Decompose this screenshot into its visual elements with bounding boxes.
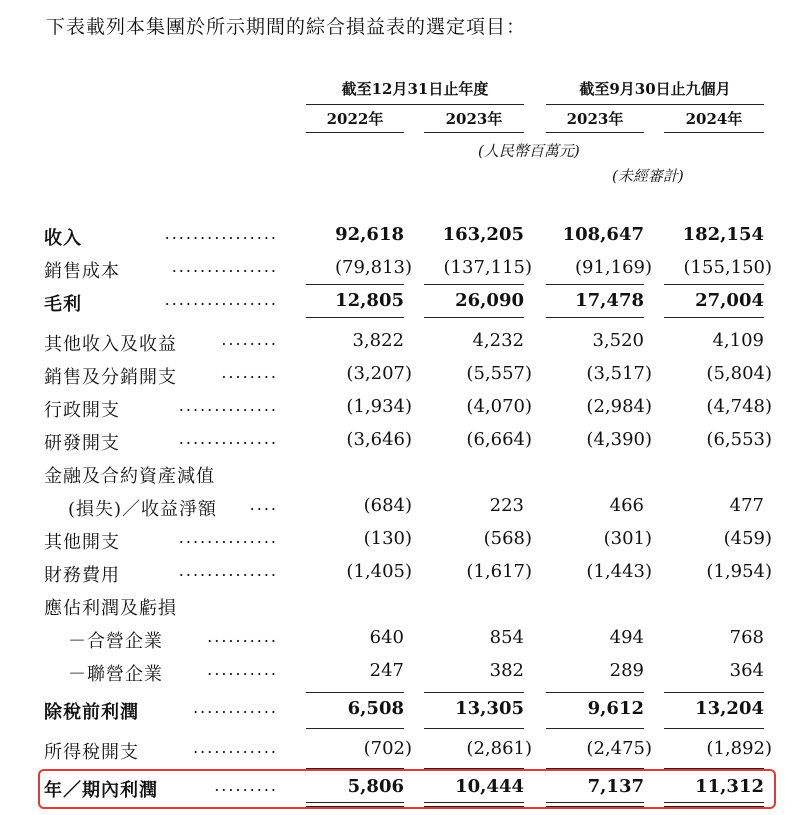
leader-dots: ..............	[178, 396, 278, 415]
leader-dots: ........	[221, 363, 278, 382]
column-group-nine-months: 截至9月30日止九個月	[546, 78, 764, 105]
row-value: (155,150)	[683, 257, 772, 278]
row-value: 7,137	[587, 776, 644, 797]
table-row	[0, 590, 800, 623]
table-row	[0, 734, 800, 767]
row-value: 12,805	[335, 290, 404, 311]
row-value: 10,444	[455, 776, 524, 797]
underline	[424, 284, 524, 285]
year-header-1: 2022年	[306, 108, 404, 133]
row-value: 4,109	[712, 330, 764, 351]
leader-dots: ..............	[178, 561, 278, 580]
row-value: 494	[609, 627, 644, 648]
row-value: 13,305	[455, 698, 524, 719]
row-label: 銷售成本	[44, 261, 120, 282]
underline	[306, 317, 404, 318]
column-group-year-end: 截至12月31日止年度	[306, 78, 524, 105]
table-row	[0, 694, 800, 727]
row-label: 研發開支	[44, 433, 120, 454]
row-label: 財務費用	[44, 565, 120, 586]
row-label: 其他開支	[44, 532, 120, 553]
underline	[424, 728, 524, 729]
underline	[546, 692, 644, 693]
row-value: (2,861)	[466, 738, 532, 759]
underline	[664, 317, 764, 318]
table-row	[0, 326, 800, 359]
underline	[546, 317, 644, 318]
row-value: (6,664)	[466, 429, 532, 450]
underline	[306, 284, 404, 285]
row-value: 27,004	[695, 290, 764, 311]
row-value: 382	[489, 660, 524, 681]
leader-dots: ................	[164, 224, 278, 243]
row-value: (79,813)	[334, 257, 412, 278]
year-header-2: 2023年	[424, 108, 524, 133]
row-label: 行政開支	[44, 400, 120, 421]
table-row	[0, 425, 800, 458]
row-label: 除稅前利潤	[44, 702, 139, 723]
underline	[546, 728, 644, 729]
underline	[664, 284, 764, 285]
leader-dots: ....	[249, 495, 278, 514]
row-value: (684)	[363, 495, 412, 516]
row-value: 6,508	[347, 698, 404, 719]
underline	[424, 692, 524, 693]
table-row	[0, 623, 800, 656]
row-value: (2,984)	[586, 396, 652, 417]
row-value: (4,070)	[466, 396, 532, 417]
row-value: (568)	[483, 528, 532, 549]
row-value: (4,748)	[706, 396, 772, 417]
row-value: (6,553)	[706, 429, 772, 450]
table-row	[0, 392, 800, 425]
year-header-3: 2023年	[546, 108, 644, 133]
row-value: 854	[489, 627, 524, 648]
highlight-box	[38, 769, 776, 809]
row-value: (1,934)	[346, 396, 412, 417]
row-value: (5,557)	[466, 363, 532, 384]
intro-text: 下表載列本集團於所示期間的綜合損益表的選定項目：	[46, 16, 527, 38]
leader-dots: ..............	[178, 429, 278, 448]
row-value: 163,205	[442, 224, 524, 245]
table-row	[0, 491, 800, 524]
row-value: 26,090	[455, 290, 524, 311]
audit-note: (未經審計)	[612, 167, 684, 185]
row-label: 毛利	[44, 294, 82, 315]
leader-dots: ..........	[207, 627, 278, 646]
underline	[664, 728, 764, 729]
row-value: 768	[729, 627, 764, 648]
row-value: (702)	[363, 738, 412, 759]
table-row	[0, 286, 800, 319]
row-label: (損失)／收益淨額	[68, 499, 218, 520]
row-label: 金融及合約資產減值	[44, 466, 215, 487]
row-label: 所得稅開支	[44, 742, 139, 763]
row-value: 182,154	[682, 224, 764, 245]
row-value: (4,390)	[586, 429, 652, 450]
row-value: 640	[369, 627, 404, 648]
row-value: 466	[609, 495, 644, 516]
row-value: (137,115)	[443, 257, 532, 278]
leader-dots: ...............	[171, 257, 278, 276]
row-label: －合營企業	[68, 631, 163, 652]
row-label: 其他收入及收益	[44, 334, 177, 355]
underline	[306, 692, 404, 693]
leader-dots: ............	[192, 698, 278, 717]
leader-dots: ........	[221, 330, 278, 349]
row-value: 5,806	[347, 776, 404, 797]
row-value: 13,204	[695, 698, 764, 719]
row-value: 3,520	[592, 330, 644, 351]
row-value: (1,617)	[466, 561, 532, 582]
row-label: 收入	[44, 228, 82, 249]
row-value: (2,475)	[586, 738, 652, 759]
row-value: 477	[729, 495, 764, 516]
table-row	[0, 253, 800, 286]
underline	[546, 284, 644, 285]
leader-dots: ..............	[178, 528, 278, 547]
table-row	[0, 524, 800, 557]
row-value: 108,647	[562, 224, 644, 245]
row-value: 4,232	[472, 330, 524, 351]
row-label: 應佔利潤及虧損	[44, 598, 177, 619]
underline	[306, 728, 404, 729]
row-value: (5,804)	[706, 363, 772, 384]
unit-note: (人民幣百萬元)	[478, 142, 580, 160]
row-value: (301)	[603, 528, 652, 549]
row-value: (3,517)	[586, 363, 652, 384]
row-value: 92,618	[335, 224, 404, 245]
row-label: 銷售及分銷開支	[44, 367, 177, 388]
leader-dots: ..........	[207, 660, 278, 679]
row-value: (3,207)	[346, 363, 412, 384]
table-row	[0, 458, 800, 491]
table-row	[0, 220, 800, 253]
row-value: (130)	[363, 528, 412, 549]
leader-dots: ................	[164, 290, 278, 309]
row-value: 223	[489, 495, 524, 516]
year-header-4: 2024年	[664, 108, 764, 133]
underline	[424, 317, 524, 318]
row-value: 289	[609, 660, 644, 681]
table-row	[0, 656, 800, 689]
row-value: (3,646)	[346, 429, 412, 450]
row-value: (459)	[723, 528, 772, 549]
row-value: 17,478	[575, 290, 644, 311]
row-label: －聯營企業	[68, 664, 163, 685]
table-row	[0, 359, 800, 392]
row-label: 年／期內利潤	[44, 780, 158, 801]
leader-dots: ............	[192, 738, 278, 757]
row-value: 3,822	[352, 330, 404, 351]
row-value: 247	[369, 660, 404, 681]
row-value: (91,169)	[574, 257, 652, 278]
row-value: (1,954)	[706, 561, 772, 582]
row-value: (1,892)	[706, 738, 772, 759]
table-row	[0, 557, 800, 590]
row-value: 9,612	[587, 698, 644, 719]
row-value: 11,312	[695, 776, 764, 797]
row-value: (1,405)	[346, 561, 412, 582]
row-value: (1,443)	[586, 561, 652, 582]
row-value: 364	[729, 660, 764, 681]
leader-dots: .........	[214, 776, 278, 795]
underline	[664, 692, 764, 693]
